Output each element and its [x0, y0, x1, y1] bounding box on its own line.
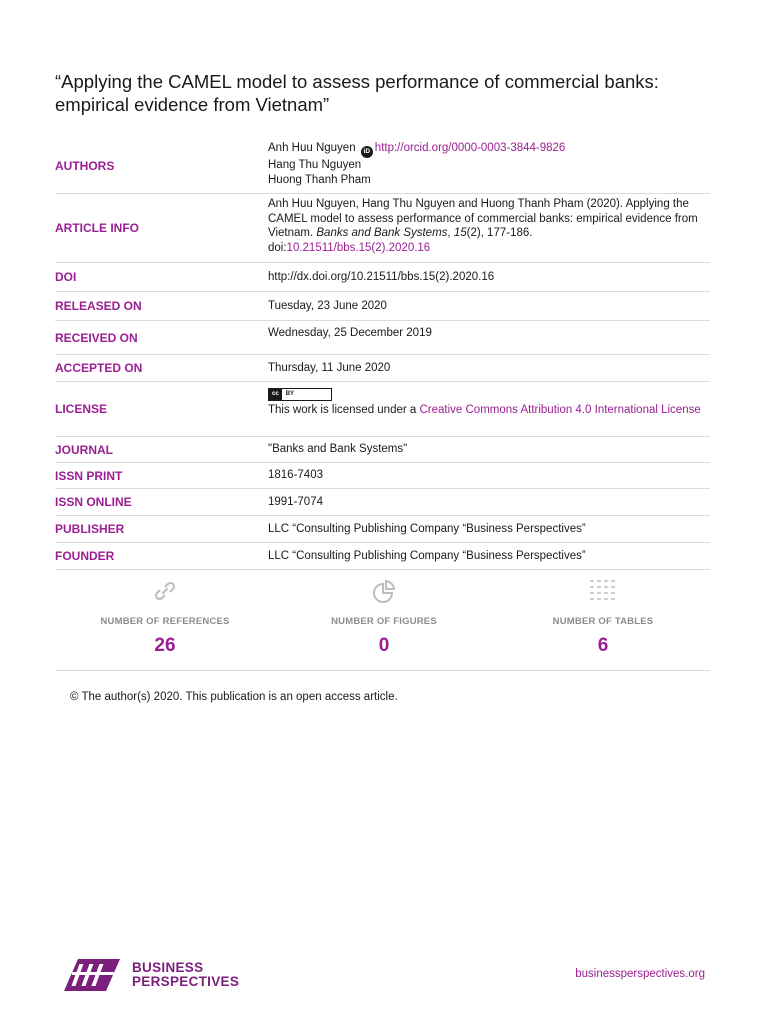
- figures-stat: [294, 578, 474, 657]
- business-perspectives-logo-icon: [62, 957, 126, 993]
- journal-value: "Banks and Bank Systems": [268, 443, 408, 456]
- article-info-row: [55, 194, 710, 263]
- citation-doi-link[interactable]: 10.21511/bbs.15(2).2020.16: [286, 241, 431, 254]
- founder-row: [55, 543, 710, 570]
- license-value: [268, 382, 710, 436]
- citation-sep: ,: [447, 227, 454, 239]
- doi-label: DOI: [55, 270, 77, 284]
- tables-count: 6: [597, 635, 609, 656]
- author-name: Huong Thanh Pham: [268, 173, 371, 186]
- released-label: RELEASED ON: [55, 299, 142, 313]
- license-text: This work is licensed under a: [268, 403, 420, 416]
- website-link[interactable]: businessperspectives.org: [575, 968, 705, 980]
- orcid-link[interactable]: http://orcid.org/0000-0003-3844-9826: [374, 142, 566, 154]
- publisher-row: [55, 516, 710, 543]
- license-link[interactable]: Creative Commons Attribution 4.0 International License: [419, 403, 701, 416]
- publisher-logo[interactable]: [62, 957, 239, 993]
- table-icon: [589, 578, 617, 604]
- citation-doi-prefix: doi:: [268, 241, 287, 254]
- by-icon: BY: [285, 391, 295, 397]
- issn-online-value: 1991-7074: [268, 495, 323, 508]
- received-value: Wednesday, 25 December 2019: [268, 327, 432, 339]
- license-label: LICENSE: [55, 402, 108, 416]
- founder-value: LLC “Consulting Publishing Company “Business Perspectives”: [268, 549, 586, 562]
- citation-text: Anh Huu Nguyen, Hang Thu Nguyen and Huong Thanh Pham (2020). Applying the CAMEL model to assess performance of commercial banks: empirical evidence from Vietnam.: [268, 198, 698, 239]
- issn-online-row: [55, 489, 710, 516]
- citation-volume: 15: [453, 227, 467, 239]
- logo-text: [132, 961, 239, 989]
- cc-icon: cc: [269, 389, 282, 400]
- authors-value: [268, 138, 710, 193]
- issn-print-row: [55, 463, 710, 489]
- journal-row: [55, 437, 710, 463]
- logo-line-1: BUSINESS: [132, 960, 204, 975]
- stats-panel: [55, 578, 710, 671]
- figures-label: NUMBER OF FIGURES: [331, 616, 437, 627]
- article-info-label: ARTICLE INFO: [55, 221, 139, 235]
- tables-label: NUMBER OF TABLES: [552, 616, 654, 627]
- license-row: [55, 382, 710, 437]
- figures-count: 0: [378, 635, 390, 656]
- references-count: 26: [154, 635, 176, 656]
- received-label: RECEIVED ON: [55, 330, 138, 345]
- citation-pages: (2), 177-186.: [466, 227, 533, 239]
- authors-label: AUTHORS: [55, 158, 115, 173]
- tables-stat: [513, 578, 693, 657]
- publisher-value: LLC “Consulting Publishing Company “Business Perspectives”: [268, 522, 586, 535]
- article-info-value: [268, 194, 710, 262]
- article-info-table: [55, 138, 710, 570]
- accepted-value: Thursday, 11 June 2020: [268, 361, 391, 374]
- released-row: [55, 292, 710, 321]
- founder-label: FOUNDER: [55, 549, 115, 563]
- citation-journal: Banks and Bank Systems: [316, 227, 448, 239]
- page-title: “Applying the CAMEL model to assess performance of commercial banks: empirical evidence from Vietnam”: [55, 71, 659, 115]
- references-label: NUMBER OF REFERENCES: [100, 616, 230, 627]
- received-row: [55, 321, 710, 355]
- issn-print-label: ISSN PRINT: [55, 468, 123, 483]
- publisher-label: PUBLISHER: [55, 522, 125, 536]
- author-name: Anh Huu Nguyen: [268, 142, 356, 154]
- doi-value: http://dx.doi.org/10.21511/bbs.15(2).2020.16: [268, 270, 495, 283]
- copyright-notice: © The author(s) 2020. This publication is an open access article.: [70, 691, 398, 703]
- accepted-label: ACCEPTED ON: [55, 361, 143, 375]
- link-icon: [152, 578, 178, 604]
- authors-row: [55, 138, 710, 194]
- logo-line-2: PERSPECTIVES: [132, 974, 240, 989]
- issn-print-value: 1816-7403: [268, 469, 323, 482]
- issn-online-label: ISSN ONLINE: [55, 495, 132, 509]
- author-name: Hang Thu Nguyen: [268, 159, 362, 171]
- orcid-icon: iD: [361, 146, 373, 158]
- accepted-row: [55, 355, 710, 382]
- pie-chart-icon: [371, 578, 397, 604]
- released-value: Tuesday, 23 June 2020: [268, 299, 387, 312]
- journal-label: JOURNAL: [55, 442, 114, 457]
- cc-by-badge[interactable]: [268, 388, 332, 401]
- doi-row: [55, 263, 710, 292]
- references-stat: [75, 578, 255, 657]
